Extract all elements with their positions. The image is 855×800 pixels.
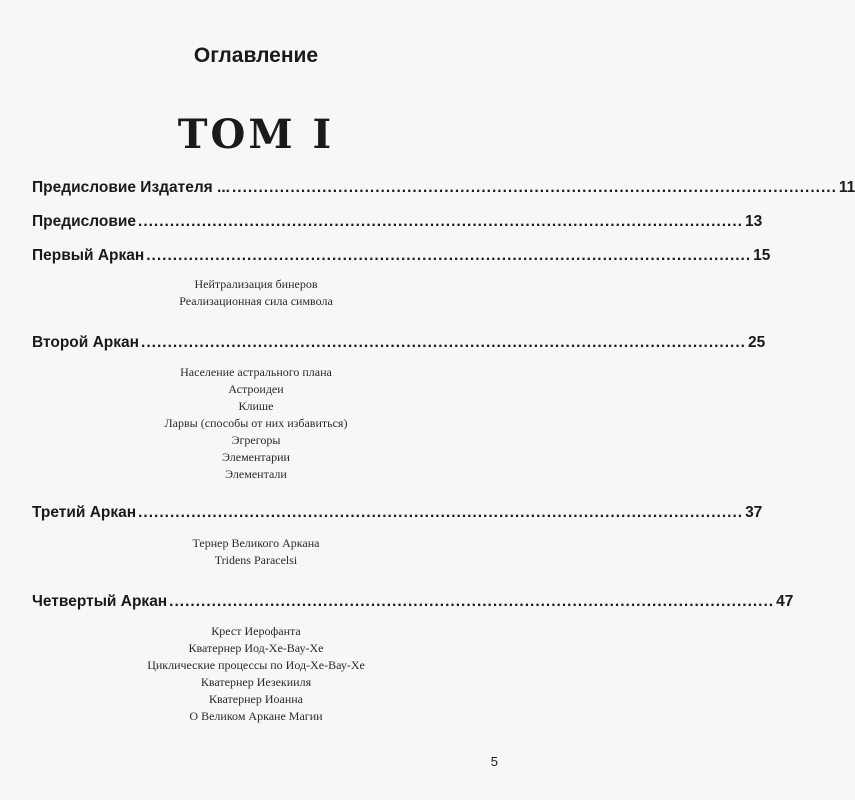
toc-subsection: Элементарии bbox=[222, 450, 290, 464]
toc-subsections bbox=[0, 623, 512, 725]
toc-subsection: Кватернер Иоанна bbox=[208, 692, 303, 706]
toc-subsections bbox=[0, 535, 512, 569]
toc-subsection: Тернер Великого Аркана bbox=[192, 536, 320, 550]
toc-entry-arcanum-1 bbox=[32, 246, 771, 266]
toc-subsection: Ларвы (способы от них избавиться) bbox=[164, 416, 348, 430]
toc-entry-preface bbox=[32, 212, 763, 232]
toc-entry-page: 25 bbox=[747, 334, 766, 351]
toc-subsections bbox=[0, 276, 512, 310]
toc-entry-preface-publisher bbox=[32, 178, 855, 198]
toc-entry-title: Третий Аркан bbox=[32, 504, 137, 521]
toc-entry-title: Четвертый Аркан bbox=[32, 593, 168, 610]
toc-subsection: Население астрального плана bbox=[180, 365, 332, 379]
toc-entry-title: Первый Аркан bbox=[32, 247, 145, 264]
toc-subsection: Циклические процессы по Иод-Хе-Вау-Хе bbox=[147, 658, 365, 672]
toc-leader-dots: .................................................................................................................. bbox=[169, 593, 775, 610]
toc-leader-dots: .................................................................................................................. bbox=[146, 247, 752, 264]
toc-entry-page: 15 bbox=[753, 247, 771, 264]
toc-subsection: Крест Иерофанта bbox=[211, 624, 301, 638]
toc-subsections bbox=[0, 364, 512, 483]
toc-subsection: Реализационная сила символа bbox=[179, 294, 333, 308]
toc-subsection: Эгрегоры bbox=[231, 433, 281, 447]
toc-subsection: Кватернер Иод-Хе-Вау-Хе bbox=[188, 641, 324, 655]
toc-entry-title: Предисловие Издателя ... bbox=[32, 179, 230, 196]
toc-subsection: Астроидеи bbox=[228, 382, 284, 396]
toc-entry-page: 13 bbox=[744, 213, 763, 230]
toc-subsection: Tridens Paracelsi bbox=[214, 553, 298, 567]
toc-subsection: О Великом Аркане Магии bbox=[189, 709, 323, 723]
volume-title: ТОМ I bbox=[177, 111, 335, 158]
toc-subsection: Кватернер Иезекииля bbox=[200, 675, 312, 689]
toc-leader-dots: .................................................................................................................. bbox=[231, 179, 837, 196]
toc-leader-dots: .................................................................................................................. bbox=[141, 334, 746, 351]
toc-subsection: Нейтрализация бинеров bbox=[194, 277, 318, 291]
toc-subsection: Клише bbox=[238, 399, 274, 413]
toc-leader-dots: .................................................................................................................. bbox=[138, 213, 743, 230]
toc-entry-arcanum-3 bbox=[32, 503, 763, 523]
toc-entry-page: 37 bbox=[745, 504, 763, 521]
toc-entry-title: Предисловие bbox=[32, 213, 137, 230]
toc-title: Оглавление bbox=[193, 44, 319, 67]
page-number: 5 bbox=[490, 754, 498, 769]
toc-subsection: Элементали bbox=[225, 467, 287, 481]
toc-entry-arcanum-4 bbox=[32, 592, 794, 612]
toc-entry-arcanum-2 bbox=[32, 333, 766, 353]
toc-entry-title: Второй Аркан bbox=[32, 334, 140, 351]
toc-leader-dots: .................................................................................................................. bbox=[138, 504, 744, 521]
toc-entry-page: 11 bbox=[838, 179, 855, 196]
toc-entry-page: 47 bbox=[776, 593, 794, 610]
